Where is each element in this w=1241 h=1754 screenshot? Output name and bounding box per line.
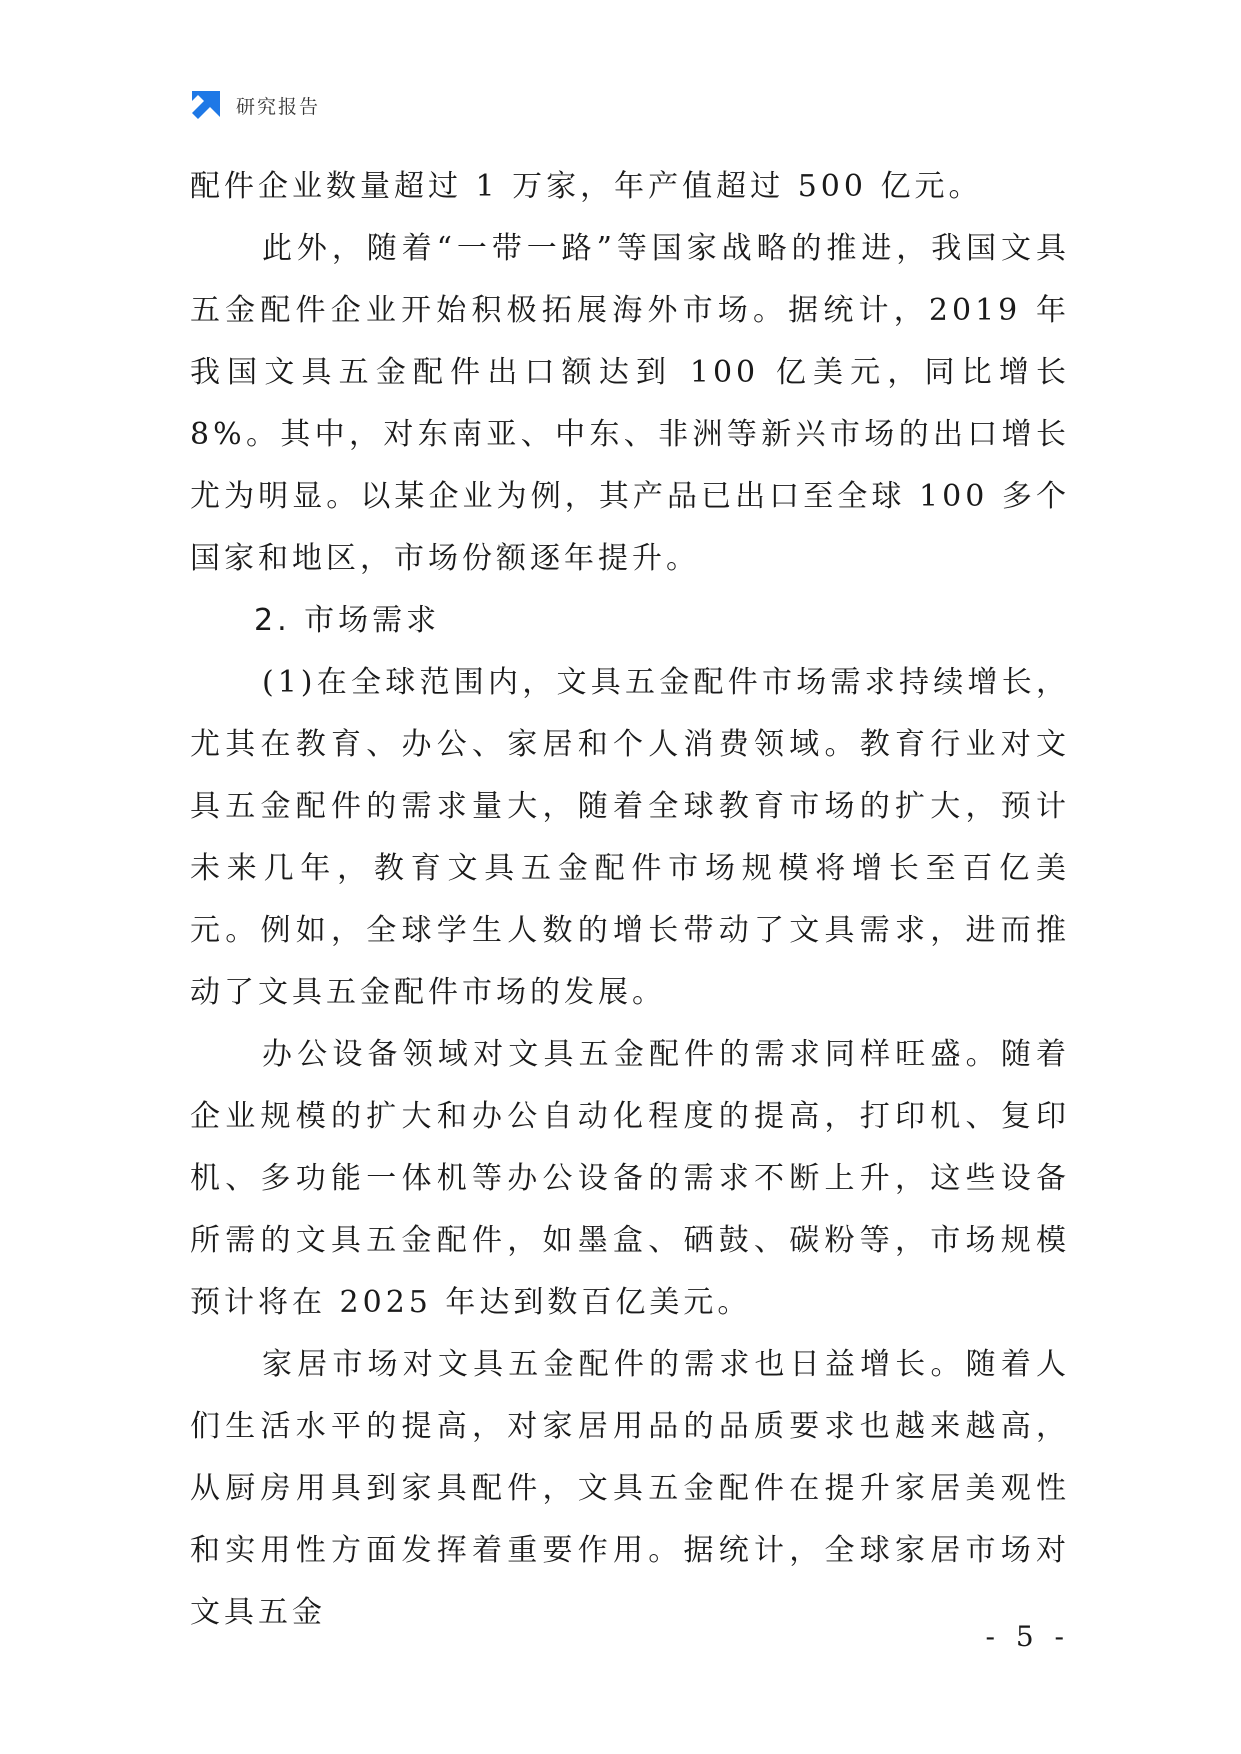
arrow-up-right-icon [190, 89, 222, 121]
paragraph-office-demand: 办公设备领域对文具五金配件的需求同样旺盛。随着企业规模的扩大和办公自动化程度的提高，打印机、复印机、多功能一体机等办公设备的需求不断上升，这些设备所需的文具五金配件，如墨盒、硒鼓、碳粉等，市场规模预计将在 2025 年达到数百亿美元。 [190, 1037, 1070, 1320]
section-title: 市场需求 [304, 603, 441, 638]
document-body [190, 156, 1070, 1644]
paragraph-overseas-market: 此外，随着“一带一路”等国家战略的推进，我国文具五金配件企业开始积极拓展海外市场。据统计，2019 年我国文具五金配件出口额达到 100 亿美元，同比增长 8%。其中，对东南亚、中东、非洲等新兴市场的出口增长尤为明显。以某企业为例，其产品已出口至全球 100 多个国家和地区，市场份额逐年提升。 [190, 231, 1070, 576]
paragraph-continuation: 配件企业数量超过 1 万家，年产值超过 500 亿元。 [190, 169, 983, 204]
paragraph-home-demand: 家居市场对文具五金配件的需求也日益增长。随着人们生活水平的提高，对家居用品的品质要求也越来越高，从厨房用具到家具配件，文具五金配件在提升家居美观性和实用性方面发挥着重要作用。据统计，全球家居市场对文具五金 [190, 1347, 1070, 1630]
header-title: 研究报告 [236, 95, 321, 118]
section-heading [190, 590, 1070, 652]
paragraph-global-demand: (1)在全球范围内，文具五金配件市场需求持续增长，尤其在教育、办公、家居和个人消费领域。教育行业对文具五金配件的需求量大，随着全球教育市场的扩大，预计未来几年，教育文具五金配件市场规模将增长至百亿美元。例如，全球学生人数的增长带动了文具需求，进而推动了文具五金配件市场的发展。 [190, 665, 1070, 1010]
section-number: 2. [254, 603, 291, 638]
page-number: - 5 - [985, 1620, 1070, 1653]
page-header [190, 88, 320, 122]
